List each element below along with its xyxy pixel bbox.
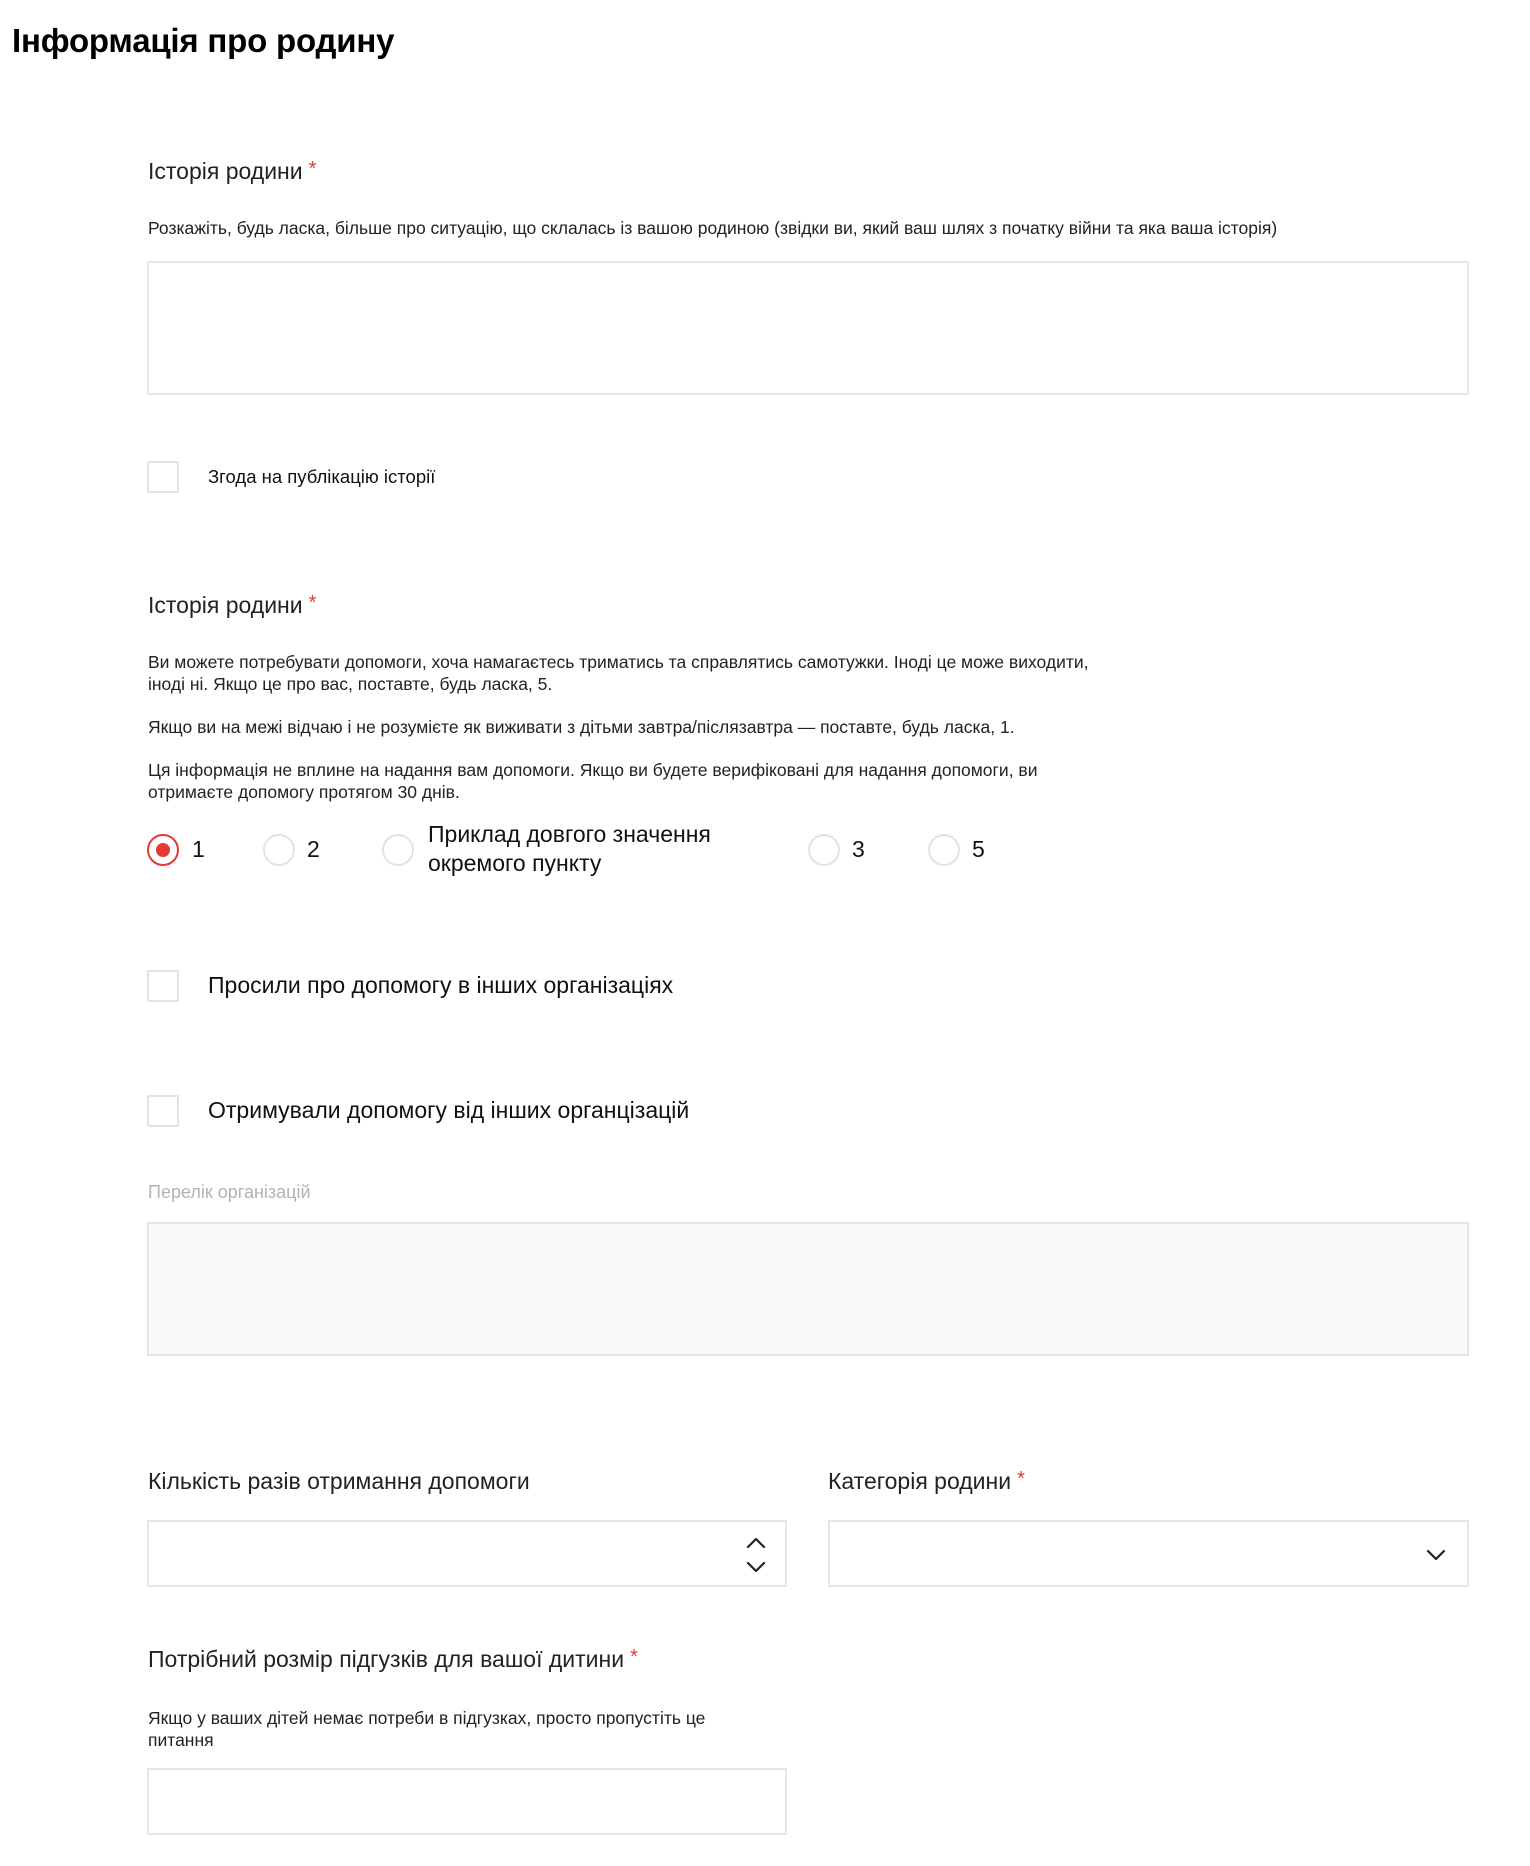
- organizations-textarea: [147, 1222, 1469, 1356]
- story-label: [148, 158, 316, 185]
- chevron-up-icon[interactable]: [745, 1536, 767, 1550]
- required-mark: *: [1017, 1468, 1025, 1490]
- rating-option-label[interactable]: 5: [972, 836, 985, 862]
- rating-radio-long[interactable]: [382, 834, 414, 866]
- rating-radio-2[interactable]: [263, 834, 295, 866]
- rating-option-label[interactable]: [428, 820, 711, 878]
- rating-option-label[interactable]: 2: [307, 836, 320, 862]
- asked-help-label[interactable]: Просили про допомогу в інших організаціях: [208, 972, 674, 998]
- family-category-label-text: Категорія родини: [828, 1468, 1012, 1494]
- diaper-size-input[interactable]: [147, 1768, 787, 1835]
- rating-option-label[interactable]: 3: [852, 836, 865, 862]
- rating-label: [148, 592, 316, 619]
- rating-hint: [148, 651, 1248, 803]
- required-mark: *: [308, 158, 317, 180]
- rating-radio-3[interactable]: [808, 834, 840, 866]
- required-mark: *: [630, 1646, 638, 1668]
- received-help-checkbox[interactable]: [147, 1095, 179, 1127]
- rating-hint-line: Якщо ви на межі відчаю і не розумієте як виживати з дітьми завтра/післязавтра — поставте, будь ласка, 1.: [148, 717, 1015, 737]
- diaper-size-hint: [148, 1707, 848, 1751]
- rating-hint-line: Ви можете потребувати допомоги, хоча намагаєтесь триматись та справлятись самотужки. Іноді це може виходити,: [148, 652, 1089, 672]
- rating-label-text: Історія родини: [148, 592, 303, 618]
- received-help-label[interactable]: Отримували допомогу від інших органцізацій: [208, 1097, 690, 1123]
- rating-option-label[interactable]: 1: [192, 836, 205, 862]
- story-hint: Розкажіть, будь ласка, більше про ситуацію, що склалась із вашою родиною (звідки ви, який ваш шлях з початку війни та яка ваша історія): [148, 218, 1278, 238]
- rating-option-label-line: Приклад довгого значення: [428, 821, 711, 847]
- rating-radio-1[interactable]: [147, 834, 179, 866]
- diaper-size-hint-line: питання: [148, 1730, 214, 1750]
- rating-option-label-line: окремого пункту: [428, 850, 602, 876]
- diaper-size-hint-line: Якщо у ваших дітей немає потреби в підгузках, просто пропустіть це: [148, 1708, 706, 1728]
- diaper-size-label-text: Потрібний розмір підгузків для вашої дитини: [148, 1646, 625, 1672]
- help-count-label: Кількість разів отримання допомоги: [148, 1468, 530, 1494]
- rating-radio-5[interactable]: [928, 834, 960, 866]
- chevron-down-icon[interactable]: [745, 1560, 767, 1574]
- help-count-input[interactable]: [147, 1520, 787, 1587]
- rating-hint-line: Ця інформація не вплине на надання вам допомоги. Якщо ви будете верифіковані для надання допомоги, ви: [148, 760, 1038, 780]
- organizations-label: Перелік організацій: [148, 1182, 311, 1202]
- rating-hint-line: отримаєте допомогу протягом 30 днів.: [148, 782, 460, 802]
- consent-checkbox[interactable]: [147, 461, 179, 493]
- chevron-down-icon[interactable]: [1425, 1548, 1447, 1562]
- consent-label[interactable]: Згода на публікацію історії: [208, 466, 436, 487]
- family-category-label: [828, 1468, 1025, 1495]
- page-title: Інформація про родину: [12, 22, 395, 59]
- story-textarea[interactable]: [147, 261, 1469, 395]
- asked-help-checkbox[interactable]: [147, 970, 179, 1002]
- family-category-select[interactable]: [828, 1520, 1469, 1587]
- diaper-size-label: [148, 1646, 638, 1673]
- required-mark: *: [308, 592, 317, 614]
- story-label-text: Історія родини: [148, 158, 303, 184]
- rating-hint-line: іноді ні. Якщо це про вас, поставте, будь ласка, 5.: [148, 674, 553, 694]
